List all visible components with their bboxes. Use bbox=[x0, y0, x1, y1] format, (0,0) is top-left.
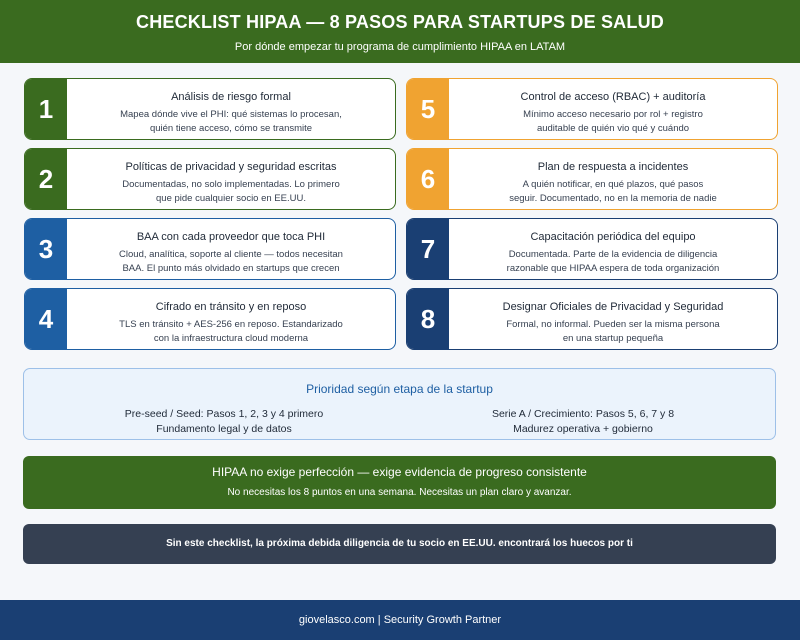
priority-panel bbox=[23, 368, 776, 440]
callout-box: Sin este checklist, la próxima debida diligencia de tu socio en EE.UU. encontrará los huecos por ti bbox=[23, 524, 776, 564]
step-card-8 bbox=[406, 288, 778, 350]
banner-subtitle: No necesitas los 8 puntos en una semana. Necesitas un plan claro y avanzar. bbox=[227, 487, 572, 498]
step-title: BAA con cada proveedor que toca PHI bbox=[136, 231, 326, 243]
step-number: 1 bbox=[25, 79, 67, 139]
step-card-5 bbox=[406, 78, 778, 140]
step-number: 3 bbox=[25, 219, 67, 279]
step-card-2 bbox=[24, 148, 396, 210]
step-description: Documentadas, no solo implementadas. Lo primero que pide cualquier socio en EE.UU. bbox=[122, 179, 340, 204]
priority-growth-stage bbox=[423, 407, 743, 437]
step-card-4 bbox=[24, 288, 396, 350]
page-subtitle: Por dónde empezar tu programa de cumplimiento HIPAA en LATAM bbox=[234, 41, 566, 53]
step-description: TLS en tránsito + AES-256 en reposo. Estandarizado con la infraestructura cloud moderna bbox=[119, 319, 343, 344]
step-number: 2 bbox=[25, 149, 67, 209]
priority-growth-focus: Madurez operativa + gobierno bbox=[513, 423, 653, 435]
priority-early-focus: Fundamento legal y de datos bbox=[156, 423, 292, 435]
step-title: Cifrado en tránsito y en reposo bbox=[155, 301, 307, 313]
step-title: Plan de respuesta a incidentes bbox=[537, 161, 689, 173]
priority-early-stage bbox=[64, 407, 384, 437]
step-title: Control de acceso (RBAC) + auditoría bbox=[520, 91, 706, 103]
priority-title: Prioridad según etapa de la startup bbox=[306, 382, 493, 396]
step-number: 4 bbox=[25, 289, 67, 349]
step-title: Análisis de riesgo formal bbox=[171, 91, 291, 103]
key-message-banner bbox=[23, 456, 776, 509]
step-number: 5 bbox=[407, 79, 449, 139]
step-description: Documentada. Parte de la evidencia de diligencia razonable que HIPAA espera de toda organización bbox=[506, 249, 720, 274]
page-title: CHECKLIST HIPAA — 8 PASOS PARA STARTUPS DE SALUD bbox=[136, 12, 664, 32]
step-title: Políticas de privacidad y seguridad escritas bbox=[125, 161, 337, 173]
step-description: Formal, no informal. Pueden ser la misma persona en una startup pequeña bbox=[506, 319, 720, 344]
step-card-1 bbox=[24, 78, 396, 140]
footer: giovelasco.com | Security Growth Partner bbox=[0, 600, 800, 640]
priority-growth-steps: Serie A / Crecimiento: Pasos 5, 6, 7 y 8 bbox=[491, 408, 675, 420]
step-title: Designar Oficiales de Privacidad y Seguridad bbox=[502, 301, 724, 313]
banner-title: HIPAA no exige perfección — exige evidencia de progreso consistente bbox=[212, 465, 587, 479]
step-description: A quién notificar, en qué plazos, qué pasos seguir. Documentado, no en la memoria de nadie bbox=[509, 179, 717, 204]
step-description: Mapea dónde vive el PHI: qué sistemas lo procesan, quién tiene acceso, cómo se transmite bbox=[120, 109, 342, 134]
step-card-6 bbox=[406, 148, 778, 210]
step-card-3 bbox=[24, 218, 396, 280]
step-number: 8 bbox=[407, 289, 449, 349]
step-description: Mínimo acceso necesario por rol + registro auditable de quién vio qué y cuándo bbox=[523, 109, 703, 134]
step-description: Cloud, analítica, soporte al cliente — todos necesitan BAA. El punto más olvidado en startups que crecen bbox=[119, 249, 343, 274]
step-number: 7 bbox=[407, 219, 449, 279]
step-title: Capacitación periódica del equipo bbox=[530, 231, 696, 243]
step-card-7 bbox=[406, 218, 778, 280]
priority-early-steps: Pre-seed / Seed: Pasos 1, 2, 3 y 4 primero bbox=[124, 408, 324, 420]
header bbox=[0, 0, 800, 63]
step-number: 6 bbox=[407, 149, 449, 209]
